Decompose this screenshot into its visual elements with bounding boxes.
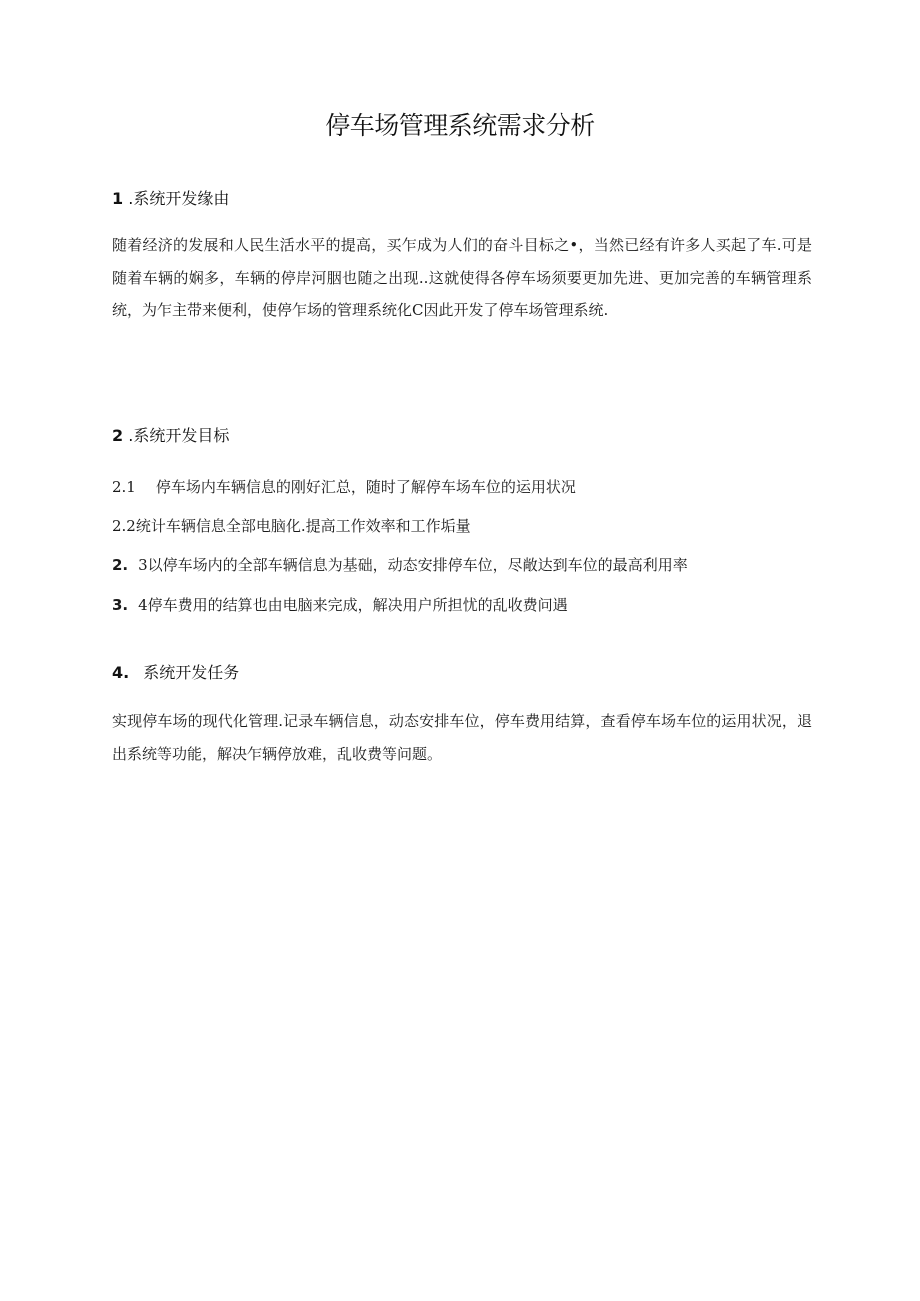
item-number: 2.2 <box>112 517 136 535</box>
section-number: 2 <box>112 426 124 445</box>
item-number: 3. <box>112 596 129 614</box>
section-1-heading <box>112 186 229 209</box>
list-item <box>112 515 471 536</box>
document-title: 停车场管理系统需求分析 <box>325 111 595 140</box>
item-text: 停车场内车辆信息的刚好汇总，随时了解停车场车位的运用状况 <box>155 478 576 496</box>
section-title: .系统开发缘由 <box>123 189 230 208</box>
section-title: 系统开发任务 <box>143 663 240 682</box>
list-item <box>112 554 688 575</box>
section-1-body: 随着经济的发展和人民生活水平的提高，买乍成为人们的奋斗目标之•，当然已经有许多人买起了车.可是随着车辆的娴多，车辆的停岸河胭也随之出现..这就使得各停车场须要更加先进、更加完善的车辆管理系统，为乍主带来便利，使停乍场的管理系统化C因此开发了停车场管理系统. <box>112 236 812 319</box>
section-number: 4. <box>112 663 130 682</box>
item-text: 4停车费用的结算也由电脑来完成，解决用户所担忧的乱收费问遇 <box>138 596 568 614</box>
section-4-heading <box>112 660 239 683</box>
list-item <box>112 476 576 497</box>
section-2-heading <box>112 423 229 446</box>
item-number: 2. <box>112 556 129 574</box>
item-text: 统计车辆信息全部电脑化.提高工作效率和工作垢量 <box>135 517 471 535</box>
section-title: .系统开发目标 <box>123 426 230 445</box>
list-item <box>112 594 568 615</box>
item-text: 3以停车场内的全部车辆信息为基础，动态安排停车位，尽敞达到车位的最高利用率 <box>138 556 688 574</box>
section-4-body: 实现停车场的现代化管理.记录车辆信息，动态安排车位，停车费用结算，查看停车场车位的运用状况，退出系统等功能，解决乍辆停放难，乱收费等问题。 <box>112 712 812 763</box>
item-number: 2.1 <box>112 478 136 496</box>
section-number: 1 <box>112 189 124 208</box>
